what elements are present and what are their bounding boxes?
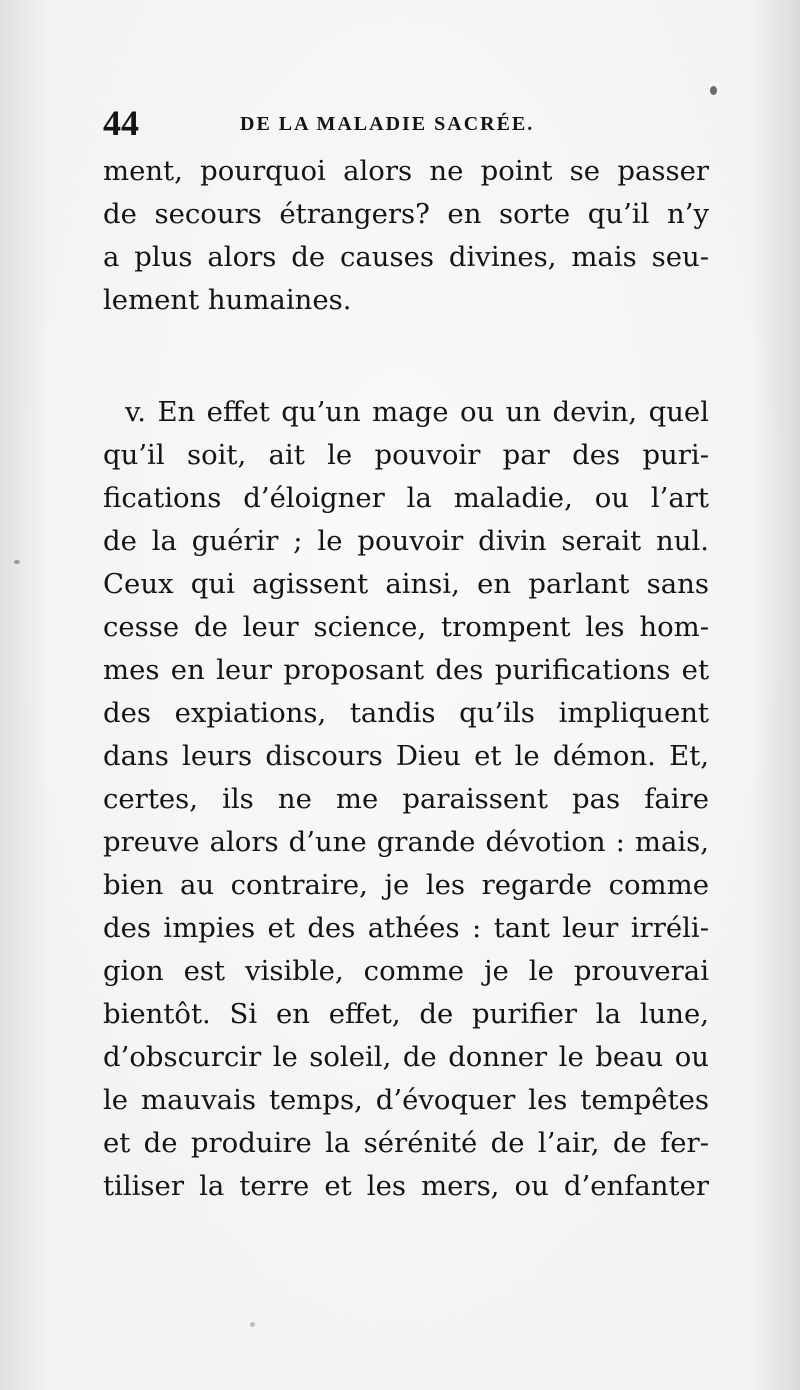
text-line: Ceux qui agissent ainsi, en parlant sans <box>103 568 709 600</box>
text-line: de secours étrangers? en sorte qu’il n’y <box>103 198 709 230</box>
body-text <box>103 150 709 1208</box>
page-number: 44 <box>103 103 139 143</box>
text-line: fications d’éloigner la maladie, ou l’art <box>103 482 709 514</box>
text-line: d’obscurcir le soleil, de donner le beau ou <box>103 1041 709 1073</box>
text-line: des expiations, tandis qu’ils impliquent <box>103 697 709 729</box>
text-line: ment, pourquoi alors ne point se passer <box>103 155 709 187</box>
ink-speck <box>250 1322 255 1327</box>
ink-speck <box>14 560 20 564</box>
paragraph-1 <box>103 150 709 322</box>
text-line: certes, ils ne me paraissent pas faire <box>103 783 709 815</box>
text-line: le mauvais temps, d’évoquer les tempêtes <box>103 1084 709 1116</box>
paragraph-2 <box>103 391 709 1208</box>
running-head: DE LA MALADIE SACRÉE. <box>240 113 535 135</box>
text-line: lement humaines. <box>103 284 352 316</box>
text-line: mes en leur proposant des purifications et <box>103 654 709 686</box>
paragraph-gap <box>103 322 709 391</box>
text-line: et de produire la sérénité de l’air, de fer- <box>103 1127 709 1159</box>
text-line: des impies et des athées : tant leur irréli- <box>103 912 709 944</box>
text-line: preuve alors d’une grande dévotion : mais, <box>103 826 709 858</box>
page-header <box>103 103 563 143</box>
text-line: dans leurs discours Dieu et le démon. Et, <box>103 740 709 772</box>
text-line: de la guérir ; le pouvoir divin serait nul. <box>103 525 709 557</box>
text-line: v. En effet qu’un mage ou un devin, quel <box>125 396 709 428</box>
text-line: bientôt. Si en effet, de purifier la lune, <box>103 998 709 1030</box>
text-line: cesse de leur science, trompent les hom- <box>103 611 709 643</box>
text-line: bien au contraire, je les regarde comme <box>103 869 709 901</box>
ink-speck <box>710 86 717 95</box>
text-line: a plus alors de causes divines, mais seu- <box>103 241 709 273</box>
text-line: gion est visible, comme je le prouverai <box>103 955 709 987</box>
text-line: qu’il soit, ait le pouvoir par des puri- <box>103 439 709 471</box>
text-line: tiliser la terre et les mers, ou d’enfanter <box>103 1170 709 1202</box>
